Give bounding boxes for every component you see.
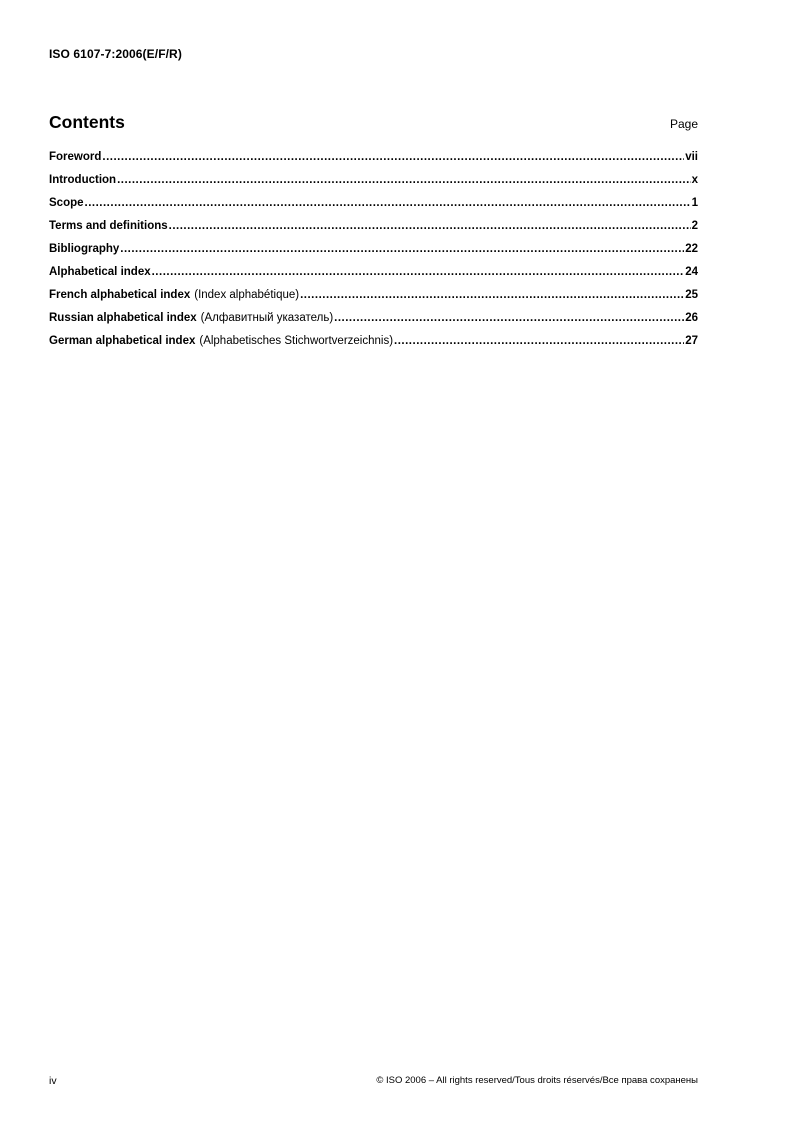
toc-entry-title: Bibliography xyxy=(49,243,120,255)
toc-entry-introduction[interactable] xyxy=(49,174,698,197)
toc-entry-page: 24 xyxy=(685,266,698,278)
toc-entry-page: 26 xyxy=(685,312,698,324)
toc-entry-french-alphabetical-index[interactable] xyxy=(49,289,698,312)
dot-leader xyxy=(117,174,691,186)
dot-leader xyxy=(169,220,691,232)
toc-entry-subtitle: (Alphabetisches Stichwortverzeichnis) xyxy=(199,335,394,347)
toc-entry-bibliography[interactable] xyxy=(49,243,698,266)
contents-title: Contents xyxy=(49,112,125,132)
dot-leader xyxy=(152,266,685,278)
toc-entry-title: Scope xyxy=(49,197,84,209)
toc-entry-title: French alphabetical index xyxy=(49,289,191,301)
toc-entry-page: 22 xyxy=(685,243,698,255)
toc-entry-russian-alphabetical-index[interactable] xyxy=(49,312,698,335)
dot-leader xyxy=(102,151,684,163)
table-of-contents xyxy=(49,151,698,358)
document-identifier: ISO 6107-7:2006(E/F/R) xyxy=(49,47,182,61)
footer-copyright: © ISO 2006 – All rights reserved/Tous droits réservés/Все права сохранены xyxy=(376,1075,698,1086)
toc-entry-page: 27 xyxy=(685,335,698,347)
dot-leader xyxy=(85,197,691,209)
toc-entry-page: 25 xyxy=(685,289,698,301)
toc-entry-page: 1 xyxy=(691,197,698,209)
toc-entry-title: Terms and definitions xyxy=(49,220,168,232)
toc-entry-title: Introduction xyxy=(49,174,117,186)
toc-entry-page: 2 xyxy=(691,220,698,232)
dot-leader xyxy=(300,289,684,301)
dot-leader xyxy=(334,312,684,324)
toc-entry-title: Alphabetical index xyxy=(49,266,151,278)
page-column-label: Page xyxy=(669,117,698,131)
toc-entry-title: German alphabetical index xyxy=(49,335,196,347)
contents-heading-row xyxy=(49,112,698,133)
toc-entry-page: vii xyxy=(685,151,698,163)
toc-entry-scope[interactable] xyxy=(49,197,698,220)
toc-entry-subtitle: (Index alphabétique) xyxy=(194,289,300,301)
dot-leader xyxy=(394,335,684,347)
toc-entry-german-alphabetical-index[interactable] xyxy=(49,335,698,358)
footer-page-number: iv xyxy=(49,1075,57,1087)
toc-entry-terms-and-definitions[interactable] xyxy=(49,220,698,243)
toc-entry-subtitle: (Алфавитный указатель) xyxy=(200,312,334,324)
toc-entry-foreword[interactable] xyxy=(49,151,698,174)
toc-entry-page: x xyxy=(691,174,698,186)
toc-entry-alphabetical-index[interactable] xyxy=(49,266,698,289)
toc-entry-title: Russian alphabetical index xyxy=(49,312,197,324)
toc-entry-title: Foreword xyxy=(49,151,102,163)
dot-leader xyxy=(120,243,684,255)
